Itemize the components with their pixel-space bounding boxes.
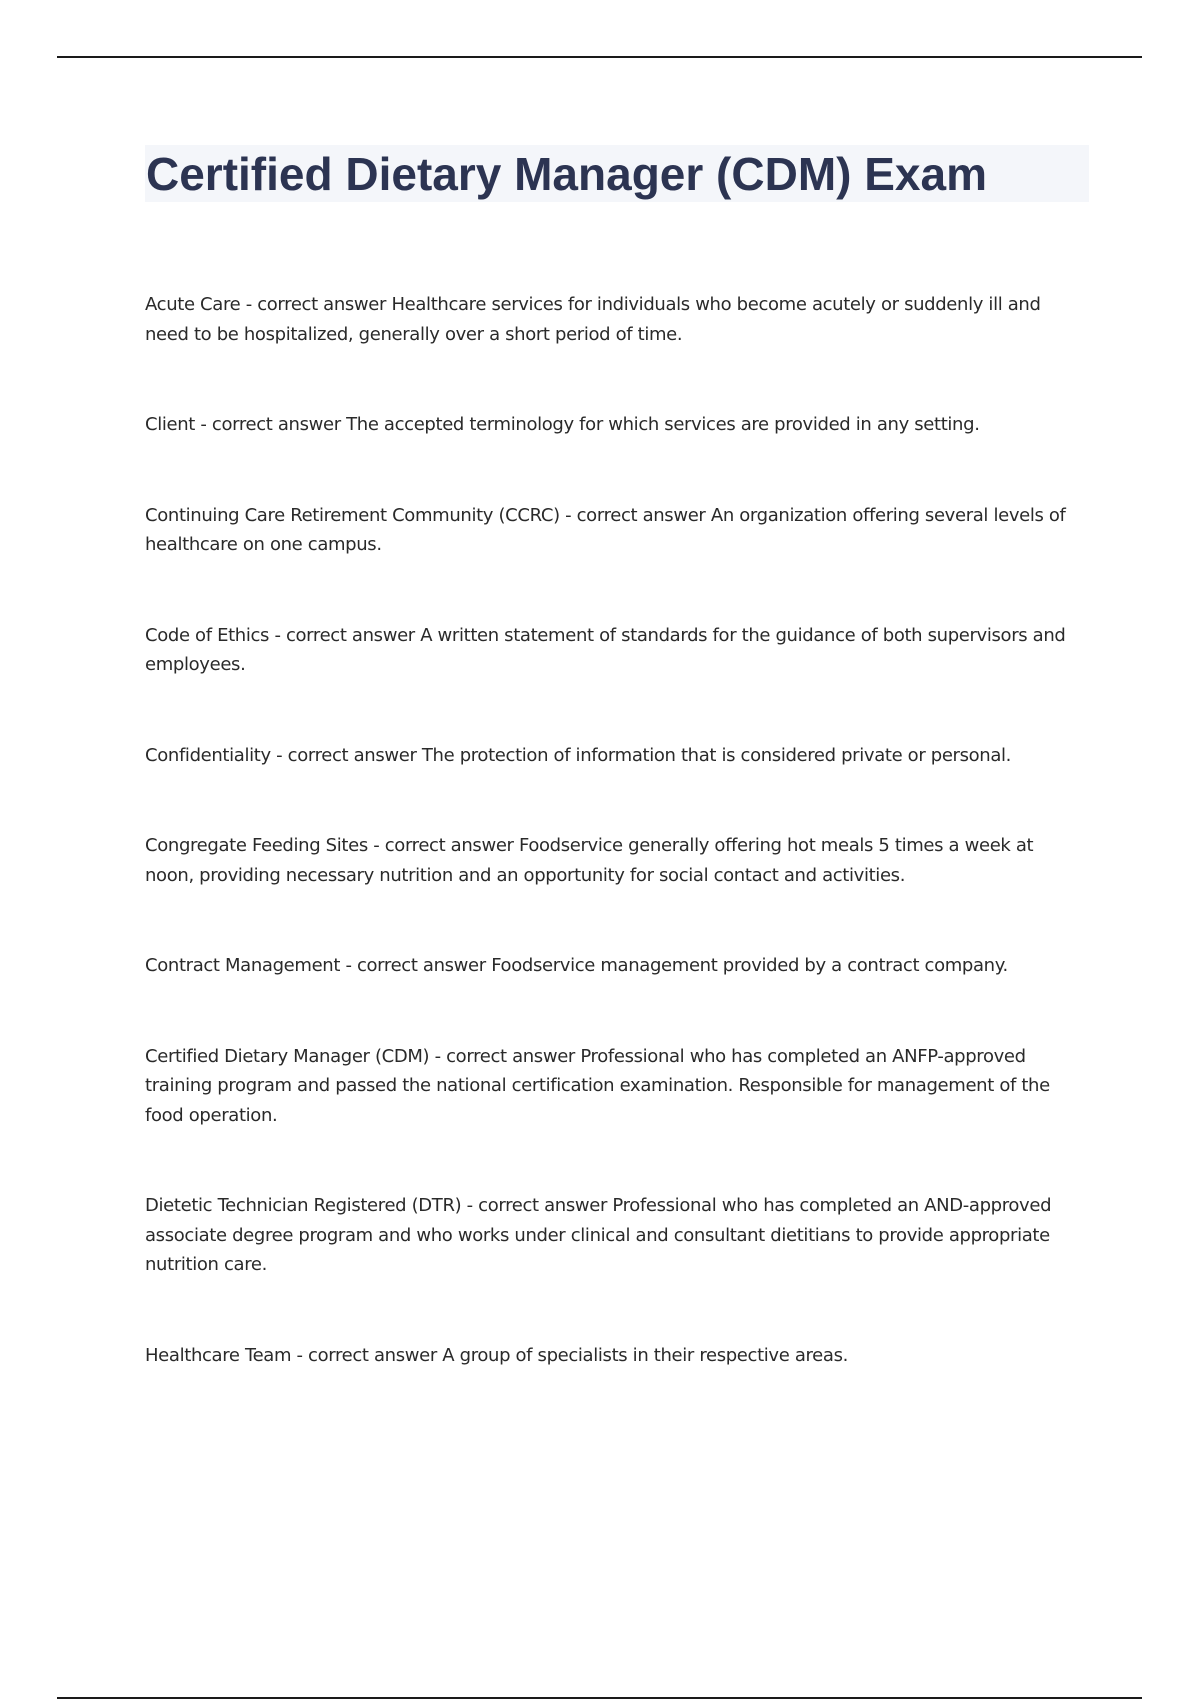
glossary-entry-confidentiality: Confidentiality - correct answer The protection of information that is considered private or personal. (145, 744, 1012, 766)
glossary-entry-dtr: Dietetic Technician Registered (DTR) - correct answer Professional who has completed an AND-approved associate degree program and who works under clinical and consultant dietitians to provide appropriate nutrition care. (145, 1195, 1052, 1275)
glossary-list (145, 290, 1085, 1431)
footer-rule (57, 1697, 1142, 1699)
document-title: Certified Dietary Manager (CDM) Exam (146, 148, 987, 200)
glossary-entry-cdm: Certified Dietary Manager (CDM) - correct answer Professional who has completed an ANFP-approved training program and passed the national certification examination. Responsible for management of the food operation. (145, 1045, 1050, 1126)
glossary-entry-ccrc: Continuing Care Retirement Community (CCRC) - correct answer An organization offering several levels of healthcare on one campus. (145, 504, 1066, 555)
header-rule (57, 56, 1142, 58)
glossary-entry-acute-care: Acute Care - correct answer Healthcare services for individuals who become acutely or suddenly ill and need to be hospitalized, generally over a short period of time. (145, 294, 1041, 345)
glossary-entry-contract-management: Contract Management - correct answer Foodservice management provided by a contract company. (145, 955, 1008, 976)
glossary-entry-client: Client - correct answer The accepted terminology for which services are provided in any setting. (145, 414, 980, 435)
glossary-entry-congregate-feeding-sites: Congregate Feeding Sites - correct answer Foodservice generally offering hot meals 5 times a week at noon, providing necessary nutrition and an opportunity for social contact and activities. (145, 835, 1034, 886)
glossary-entry-healthcare-team: Healthcare Team - correct answer A group of specialists in their respective areas. (145, 1344, 848, 1366)
glossary-entry-code-of-ethics: Code of Ethics - correct answer A written statement of standards for the guidance of both supervisors and employees. (145, 624, 1066, 675)
